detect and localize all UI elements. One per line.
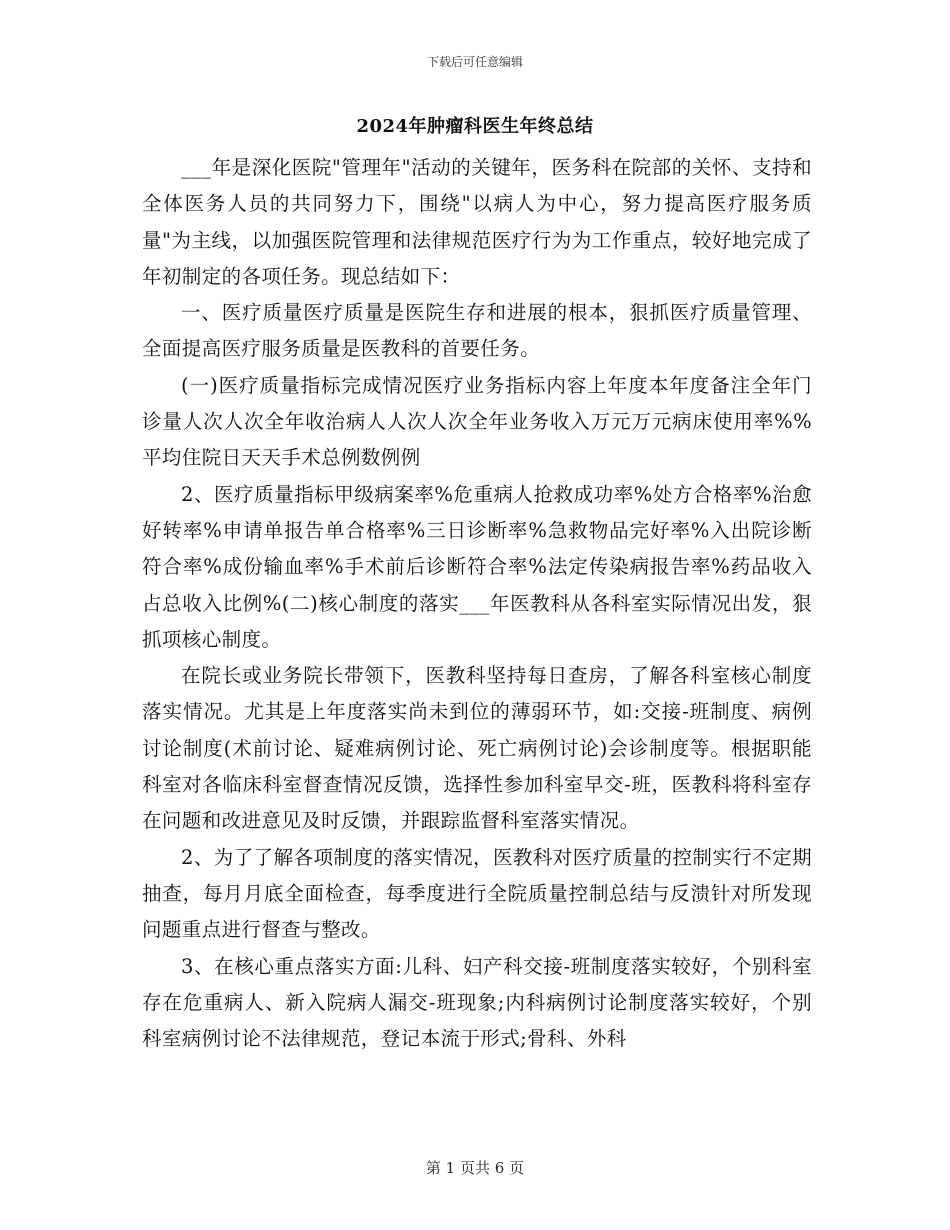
paragraph-spot-checks: 2、为了了解各项制度的落实情况，医教科对医疗质量的控制实行不定期抽查，每月月底全面检查，每季度进行全院质量控制总结与反溃针对所发现问题重点进行督查与整改。: [142, 845, 812, 942]
paragraph-intro: ___年是深化医院"管理年"活动的关键年，医务科在院部的关怀、支持和全体医务人员的共同努力下，围绕"以病人为中心，努力提高医疗服务质量"为主线，以加强医院管理和法律规范医疗行为为工作重点，较好地完成了年初制定的各项任务。现总结如下：: [142, 156, 812, 288]
paragraph-medical-quality: 一、医疗质量医疗质量是医院生存和进展的根本，狠抓医疗质量管理、全面提高医疗服务质量是医教科的首要任务。: [142, 301, 812, 361]
paragraph-core-implementation: 3、在核心重点落实方面:儿科、妇产科交接-班制度落实较好，个别科室存在危重病人、新入院病人漏交-班现象;内科病例讨论制度落实较好，个别科室病例讨论不法律规范，登记本流于形式;骨科、外科: [142, 954, 812, 1051]
page-number: 第 1 页共 6 页: [425, 1159, 525, 1177]
document-title: 2024年肿瘤科医生年终总结: [356, 116, 594, 137]
page-header-note: 下载后可任意编辑: [426, 55, 523, 69]
document-body: [142, 150, 812, 1057]
paragraph-quality-indicators: (一)医疗质量指标完成情况医疗业务指标内容上年度本年度备注全年门诊量人次人次全年收治病人人次人次全年业务收入万元万元病床使用率%%平均住院日天天手术总例数例例: [142, 373, 812, 470]
paragraph-quality-metrics: 2、医疗质量指标甲级病案率%危重病人抢救成功率%处方合格率%治愈好转率%申请单报告单合格率%三日诊断率%急救物品完好率%入出院诊断符合率%成份输血率%手术前后诊断符合率%法定传染病报告率%药品收入占总收入比例%(二)核心制度的落实___年医教科从各科室实际情况出发，狠抓项核心制度。: [142, 482, 812, 651]
paragraph-daily-rounds: 在院长或业务院长带领下，医教科坚持每日查房，了解各科室核心制度落实情况。尤其是上年度落实尚未到位的薄弱环节，如:交接-班制度、病例讨论制度(术前讨论、疑难病例讨论、死亡病例讨论)会诊制度等。根据职能科室对各临床科室督查情况反馈，选择性参加科室早交-班，医教科将科室存在问题和改进意见及时反馈，并跟踪监督科室落实情况。: [142, 664, 812, 833]
